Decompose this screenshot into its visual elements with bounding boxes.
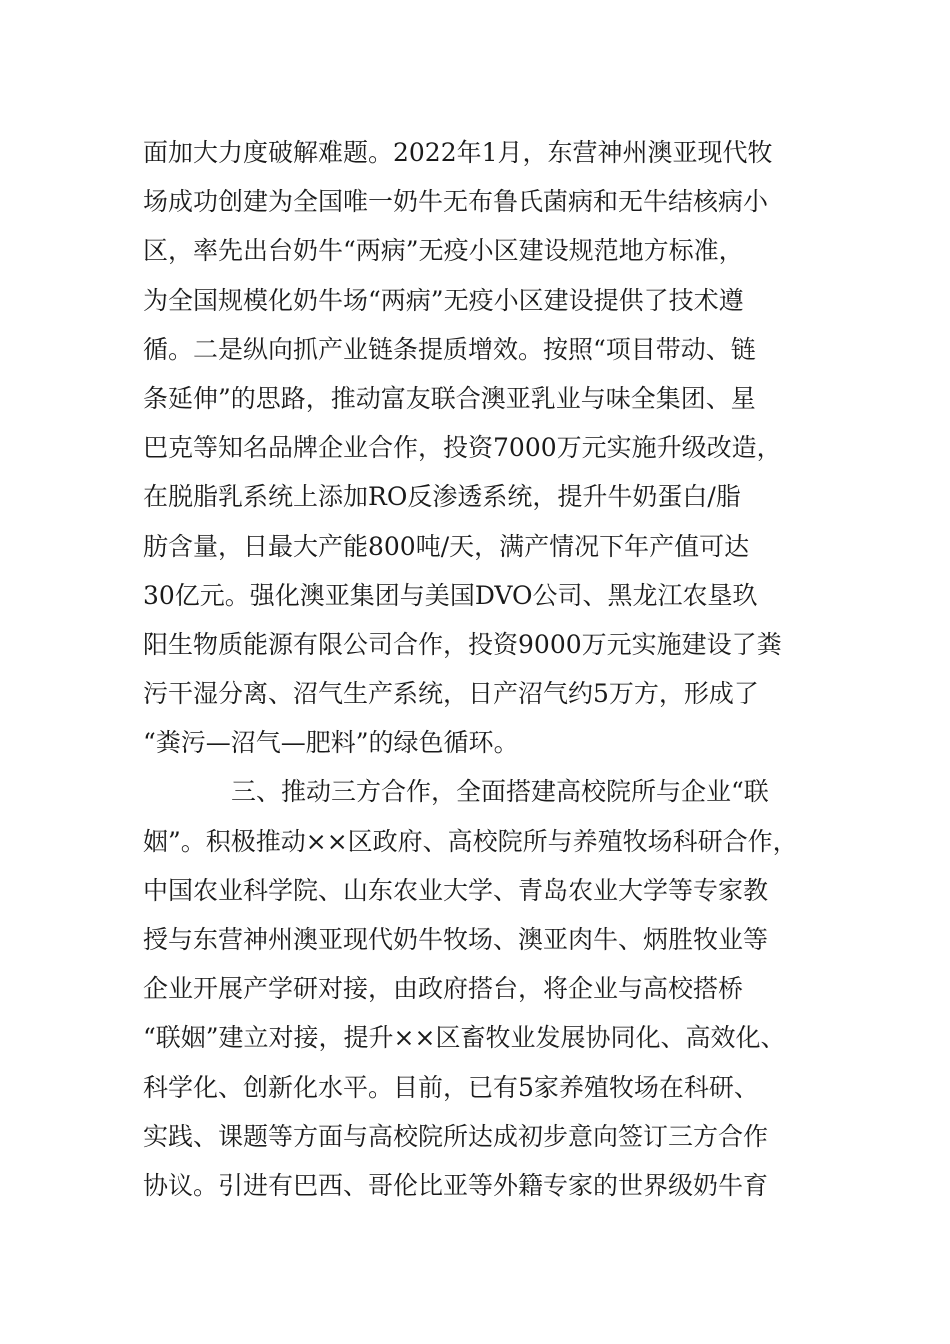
text-line: 协议。引进有巴西、哥伦比亚等外籍专家的世界级奶牛育 [143, 1170, 769, 1200]
text-line: 科学化、创新化水平。目前，已有5家养殖牧场在科研、 [143, 1072, 759, 1102]
text-line: 区，率先出台奶牛“两病”无疫小区建设规范地方标准， [143, 236, 744, 266]
text-line: “联姻”建立对接，提升××区畜牧业发展协同化、高效化、 [143, 1023, 786, 1053]
text-line: 面加大力度破解难题。2022年1月，东营神州澳亚现代牧 [143, 138, 773, 167]
text-line: 阳生物质能源有限公司合作，投资9000万元实施建设了粪 [143, 629, 782, 659]
text-line: 条延伸”的思路，推动富友联合澳亚乳业与味全集团、星 [143, 383, 756, 413]
text-line: 污干湿分离、沼气生产系统，日产沼气约5万方，形成了 [143, 679, 759, 709]
text-line: 循。二是纵向抓产业链条提质增效。按照“项目带动、链 [143, 334, 756, 364]
text-line: 巴克等知名品牌企业合作，投资7000万元实施升级改造， [143, 433, 782, 463]
text-line: 在脱脂乳系统上添加RO反渗透系统，提升牛奶蛋白/脂 [143, 482, 741, 512]
text-line: 肪含量，日最大产能800吨/天，满产情况下年产值可达 [143, 531, 750, 561]
text-line: 为全国规模化奶牛场“两病”无疫小区建设提供了技术遵 [143, 285, 744, 315]
section-heading-line: 三、推动三方合作，全面搭建高校院所与企业“联 [231, 777, 769, 807]
body-text [143, 128, 823, 1210]
text-line: 30亿元。强化澳亚集团与美国DVO公司、黑龙江农垦玖 [143, 580, 758, 610]
text-line: 姻”。积极推动××区政府、高校院所与养殖牧场科研合作， [143, 826, 798, 856]
text-line: 企业开展产学研对接，由政府搭台，将企业与高校搭桥 [143, 974, 744, 1004]
text-line: “粪污—沼气—肥料”的绿色循环。 [143, 728, 519, 758]
text-line: 中国农业科学院、山东农业大学、青岛农业大学等专家教 [143, 875, 769, 905]
text-line: 授与东营神州澳亚现代奶牛牧场、澳亚肉牛、炳胜牧业等 [143, 925, 769, 954]
text-line: 实践、课题等方面与高校院所达成初步意向签订三方合作 [143, 1121, 769, 1151]
text-line: 场成功创建为全国唯一奶牛无布鲁氏菌病和无牛结核病小 [143, 187, 769, 217]
